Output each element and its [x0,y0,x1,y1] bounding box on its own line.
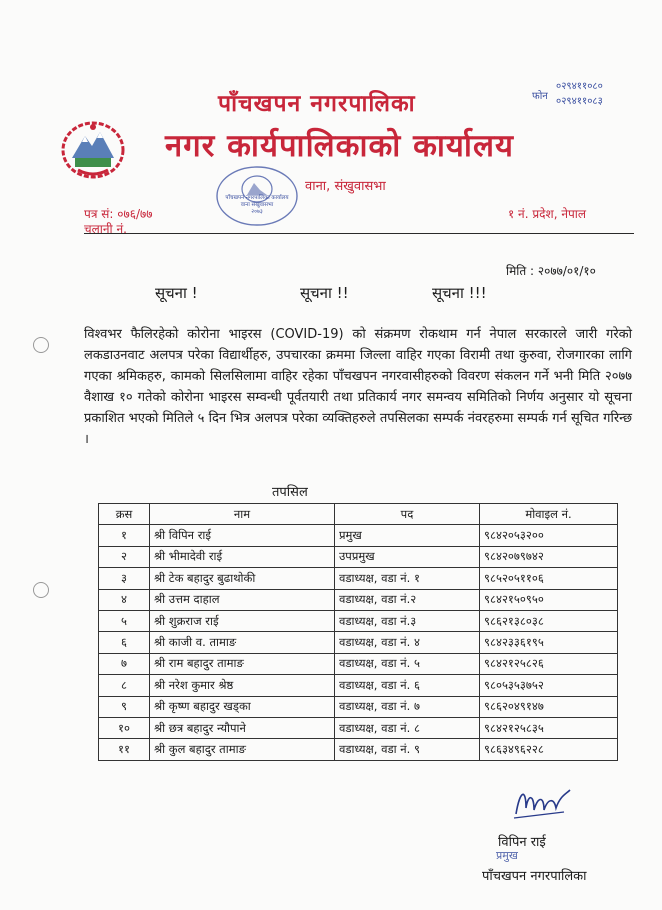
serial-cell: ३ [99,568,150,589]
municipality-name: पाँचखपन नगरपालिका [218,91,416,117]
mobile-cell: ९८४२०५३२०० [480,525,618,546]
nepal-emblem-icon [58,118,128,180]
office-address: वाना, संखुवासभा [305,179,386,194]
serial-cell: ११ [99,739,150,760]
table-row [99,696,618,717]
notice-heading-3: सूचना !!! [432,284,487,302]
position-cell: वडाध्यक्ष, वडा नं. ५ [335,653,480,674]
name-cell: श्री टेक बहादुर बुढाथोकी [150,568,335,589]
letter-number: पत्र सं: ०७६/७७ [84,207,153,221]
mobile-cell: ९८०५३५३७५२ [480,675,618,696]
name-cell: श्री छत्र बहादुर न्यौपाने [150,717,335,738]
table-row [99,546,618,567]
name-cell: श्री भीमादेवी राई [150,546,335,567]
serial-cell: ६ [99,632,150,653]
table-header-row [99,504,618,525]
mobile-cell: ९८५२०५११०६ [480,568,618,589]
phone-number-2: ०२९४११०८३ [556,96,603,107]
serial-cell: ९ [99,696,150,717]
name-cell: श्री उत्तम दाहाल [150,589,335,610]
phone-label: फोन [532,91,548,102]
table-row [99,653,618,674]
mobile-cell: ९८४२१२५८३५ [480,717,618,738]
mobile-cell: ९८६२०४९१४७ [480,696,618,717]
mobile-cell: ९८४२१५०९५० [480,589,618,610]
serial-cell: ७ [99,653,150,674]
column-header-serial: क्रस [99,504,150,525]
seal-text-line-2: वाना संखुवासभा [240,202,274,208]
dispatch-number: चलानी नं. [84,222,127,236]
position-cell: वडाध्यक्ष, वडा नं. ८ [335,717,480,738]
seal-text-line-1: पाँचखपन नगरपालिका कार्यालय [225,195,289,201]
table-row [99,717,618,738]
position-cell: प्रमुख [335,525,480,546]
position-cell: वडाध्यक्ष, वडा नं.२ [335,589,480,610]
position-cell: वडाध्यक्ष, वडा नं. ९ [335,739,480,760]
signatory-stamp-title: प्रमुख [496,849,518,862]
column-header-position: पद [335,504,480,525]
notice-date: मिति : २०७७/०१/१० [506,264,596,278]
name-cell: श्री विपिन राई [150,525,335,546]
name-cell: श्री राम बहादुर तामाङ [150,653,335,674]
serial-cell: ५ [99,610,150,631]
seal-text-line-3: २०७३ [251,209,263,215]
table-row [99,568,618,589]
name-cell: श्री काजी व. तामाङ [150,632,335,653]
name-cell: श्री कृष्ण बहादुर खड्का [150,696,335,717]
position-cell: वडाध्यक्ष, वडा नं. १ [335,568,480,589]
punch-hole [33,337,49,353]
table-row [99,589,618,610]
name-cell: श्री शुक्रराज राई [150,610,335,631]
office-title: नगर कार्यपालिकाको कार्यालय [165,128,514,164]
position-cell: वडाध्यक्ष, वडा नं. ६ [335,675,480,696]
signature-scribble [512,784,576,826]
mobile-cell: ९८४२१२५८२६ [480,653,618,674]
table-row [99,739,618,760]
serial-cell: ४ [99,589,150,610]
serial-cell: १० [99,717,150,738]
signatory-organization: पाँचखपन नगरपालिका [482,869,587,884]
serial-cell: २ [99,546,150,567]
serial-cell: १ [99,525,150,546]
notice-heading-1: सूचना ! [155,284,198,302]
phone-number-1: ०२९४११०८० [556,81,603,92]
position-cell: उपप्रमुख [335,546,480,567]
table-caption: तपसिल [272,485,308,500]
notice-heading-2: सूचना !! [300,284,349,302]
punch-hole [33,582,49,598]
serial-cell: ८ [99,675,150,696]
table-row [99,632,618,653]
table-row [99,675,618,696]
signatory-name: विपिन राई [498,835,546,850]
name-cell: श्री कुल बहादुर तामाङ [150,739,335,760]
header-divider [84,233,634,234]
table-row [99,525,618,546]
mobile-cell: ९८६२१३८०३८ [480,610,618,631]
name-cell: श्री नरेश कुमार श्रेष्ठ [150,675,335,696]
province-label: १ नं. प्रदेश, नेपाल [508,207,587,221]
column-header-mobile: मोवाइल नं. [480,504,618,525]
office-seal [214,165,300,227]
mobile-cell: ९८४२३३६१९५ [480,632,618,653]
mobile-cell: ९८६३४९६२२८ [480,739,618,760]
column-header-name: नाम [150,504,335,525]
notice-body: विश्वभर फैलिरहेको कोरोना भाइरस (COVID-19) को संक्रमण रोकथाम गर्न नेपाल सरकारले जारी गरेको लकडाउनवाट अलपत्र परेका विद्यार्थीहरु, उपचारका क्रममा जिल्ला वाहिर गएका विरामी तथा कुरुवा, रोजगारका लागि गएका श्रमिकहरु, कामको सिलसिलामा वाहिर रहेका पाँचखपन नगरवासीहरुको विवरण संकलन गर्ने भनी मिति २०७७ वैशाख १० गतेको कोरोना भाइरस सम्वन्धी पूर्वतयारी तथा प्रतिकार्य नगर समन्वय समितिको निर्णय अनुसार यो सूचना प्रकाशित भएको मितिले ५ दिन भित्र अलपत्र परेका व्यक्तिहरुले तपसिलका सम्पर्क नंवरहरुमा सम्पर्क गर्न सूचित गरिन्छ । [84,327,632,447]
mobile-cell: ९८४२०७९७४२ [480,546,618,567]
position-cell: वडाध्यक्ष, वडा नं. ४ [335,632,480,653]
table-row [99,610,618,631]
position-cell: वडाध्यक्ष, वडा नं.३ [335,610,480,631]
position-cell: वडाध्यक्ष, वडा नं. ७ [335,696,480,717]
contact-table [98,503,618,761]
